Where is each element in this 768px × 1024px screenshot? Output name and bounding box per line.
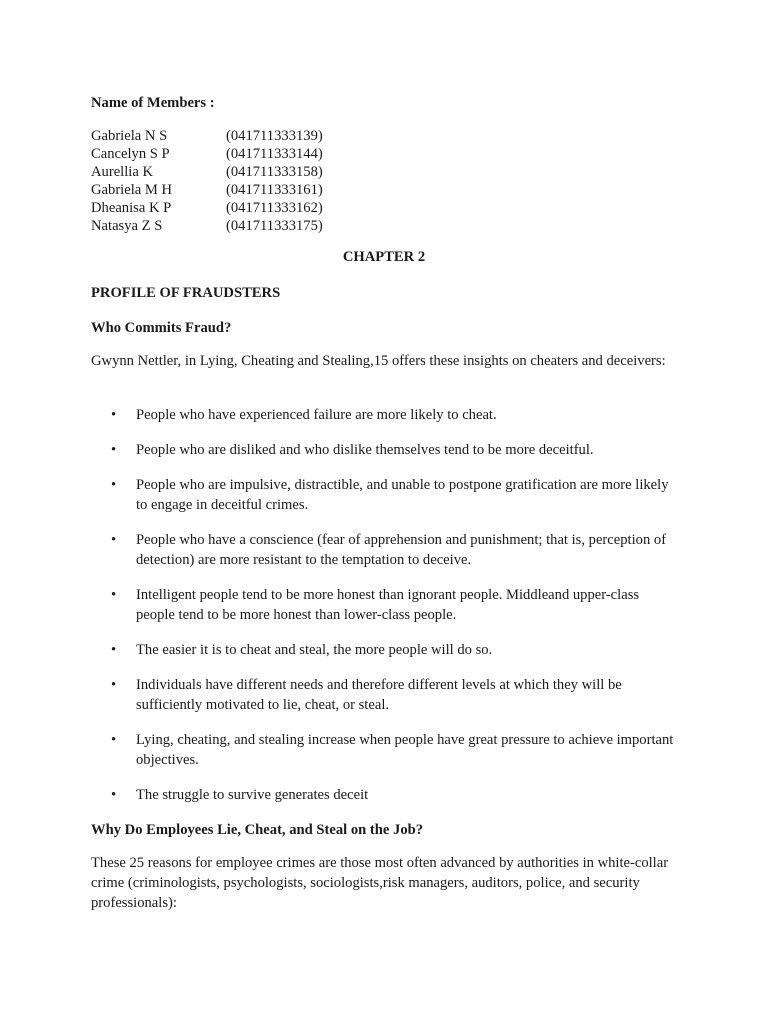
- bullet-icon: •: [111, 732, 117, 748]
- list-item-text: People who have experienced failure are more likely to cheat.: [136, 407, 497, 423]
- member-row: [91, 217, 323, 235]
- member-row: [91, 181, 323, 199]
- bullet-icon: •: [111, 407, 117, 423]
- bullet-icon: •: [111, 477, 117, 493]
- intro-paragraph: Gwynn Nettler, in Lying, Cheating and Stealing,15 offers these insights on cheaters and deceivers:: [91, 353, 666, 369]
- member-row: [91, 163, 323, 181]
- bullet-icon: •: [111, 677, 117, 693]
- list-item-text: People who are impulsive, distractible, and unable to postpone gratification are more likely to engage in deceitful crimes.: [136, 477, 669, 513]
- bullet-icon: •: [111, 532, 117, 548]
- member-id: (041711333161): [226, 182, 323, 198]
- subheading-why-employees: Why Do Employees Lie, Cheat, and Steal on the Job?: [91, 822, 424, 838]
- member-id: (041711333162): [226, 200, 323, 216]
- member-name: Cancelyn S P: [91, 146, 170, 162]
- member-name: Aurellia K: [91, 164, 154, 180]
- member-name: Gabriela M H: [91, 182, 173, 198]
- member-id: (041711333139): [226, 128, 323, 144]
- member-id: (041711333175): [226, 218, 323, 234]
- list-item-text: People who are disliked and who dislike themselves tend to be more deceitful.: [136, 442, 594, 458]
- member-row: [91, 199, 323, 217]
- member-name: Natasya Z S: [91, 218, 163, 234]
- member-name: Gabriela N S: [91, 128, 168, 144]
- subheading-who-commits-fraud: Who Commits Fraud?: [91, 320, 232, 336]
- bullet-icon: •: [111, 642, 117, 658]
- member-row: [91, 145, 323, 163]
- list-item-text: People who have a conscience (fear of apprehension and punishment; that is, perception of detection) are more resistant to the temptation to deceive.: [136, 532, 667, 568]
- bullet-icon: •: [111, 442, 117, 458]
- bullet-icon: •: [111, 587, 117, 603]
- reasons-paragraph: These 25 reasons for employee crimes are those most often advanced by authorities in white-collar crime (criminologists, psychologists, sociologists,risk managers, auditors, police, and security professionals):: [91, 855, 669, 911]
- member-row: [91, 127, 323, 145]
- members-heading: Name of Members :: [91, 95, 215, 111]
- member-id: (041711333158): [226, 164, 323, 180]
- list-item-text: The struggle to survive generates deceit: [136, 787, 369, 803]
- section-heading-profile: PROFILE OF FRAUDSTERS: [91, 285, 281, 301]
- member-name: Dheanisa K P: [91, 200, 172, 216]
- members-list: [91, 127, 323, 235]
- member-id: (041711333144): [226, 146, 323, 162]
- list-item-text: The easier it is to cheat and steal, the more people will do so.: [136, 642, 493, 658]
- bullet-icon: •: [111, 787, 117, 803]
- list-item-text: Individuals have different needs and therefore different levels at which they will be sufficiently motivated to lie, cheat, or steal.: [136, 677, 622, 713]
- list-item-text: Intelligent people tend to be more honest than ignorant people. Middleand upper-class people tend to be more honest than lower-class people.: [136, 587, 640, 623]
- chapter-title: CHAPTER 2: [342, 249, 426, 265]
- list-item-text: Lying, cheating, and stealing increase when people have great pressure to achieve important objectives.: [136, 732, 674, 768]
